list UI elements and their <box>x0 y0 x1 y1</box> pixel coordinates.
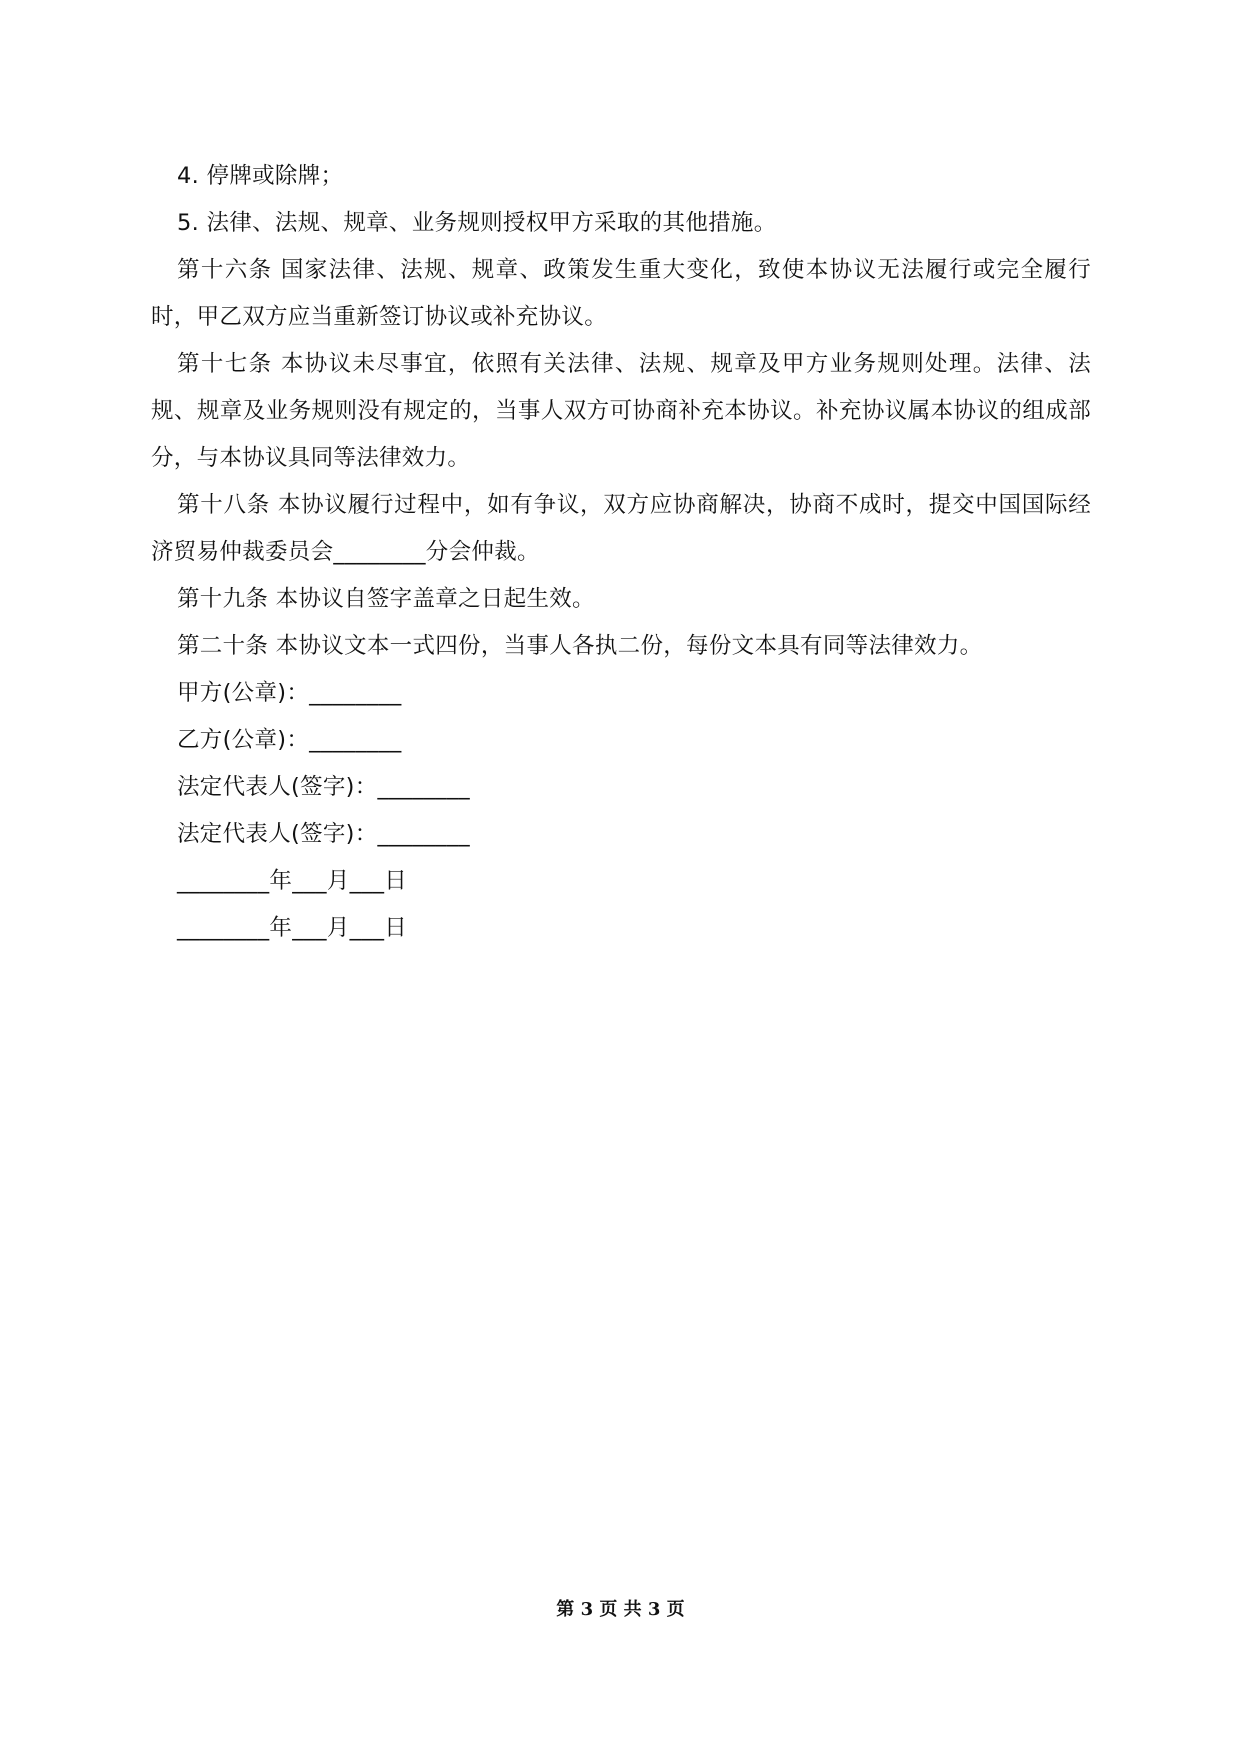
clause-item-4: 4. 停牌或除牌； <box>177 163 344 189</box>
date-line-b: ________年___月___日 <box>177 915 408 941</box>
article-18: 第十八条 本协议履行过程中，如有争议，双方应协商解决，协商不成时，提交中国国际经济贸易仲裁委员会________分会仲裁。 <box>151 492 1091 565</box>
date-line-a: ________年___月___日 <box>177 868 408 894</box>
clause-item-5: 5. 法律、法规、规章、业务规则授权甲方采取的其他措施。 <box>177 210 777 236</box>
legal-rep-signature-line-a: 法定代表人(签字)：________ <box>177 774 470 800</box>
article-16: 第十六条 国家法律、法规、规章、政策发生重大变化，致使本协议无法履行或完全履行时，甲乙双方应当重新签订协议或补充协议。 <box>151 257 1091 330</box>
page-number-footer: 第 3 页 共 3 页 <box>556 1599 685 1620</box>
party-b-seal-line: 乙方(公章)：________ <box>177 727 402 753</box>
legal-rep-signature-line-b: 法定代表人(签字)：________ <box>177 821 470 847</box>
article-17: 第十七条 本协议未尽事宜，依照有关法律、法规、规章及甲方业务规则处理。法律、法规、规章及业务规则没有规定的，当事人双方可协商补充本协议。补充协议属本协议的组成部分，与本协议具同等法律效力。 <box>151 351 1091 471</box>
article-19: 第十九条 本协议自签字盖章之日起生效。 <box>177 586 595 612</box>
article-20: 第二十条 本协议文本一式四份，当事人各执二份，每份文本具有同等法律效力。 <box>177 633 983 659</box>
document-body <box>151 153 1091 952</box>
party-a-seal-line: 甲方(公章)：________ <box>177 680 402 706</box>
